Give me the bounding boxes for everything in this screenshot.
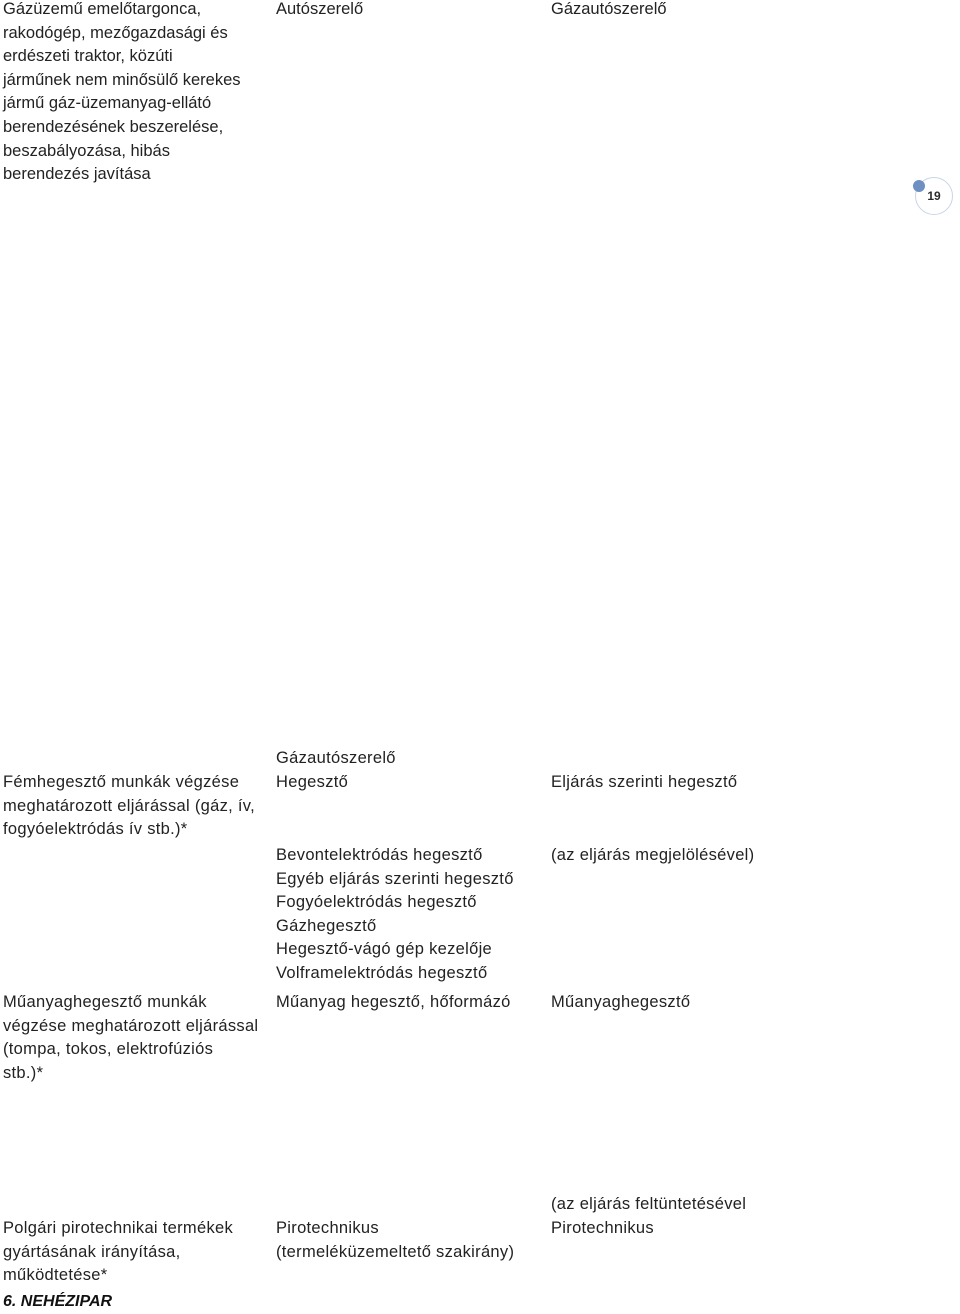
text-line: Fémhegesztő munkák végzése [3, 773, 240, 791]
row2-qualifications-top [276, 747, 396, 794]
text-line: rakodógép, mezőgazdasági és [3, 23, 228, 42]
row3-result [551, 991, 690, 1015]
text-line: (az eljárás megjelölésével) [551, 846, 755, 864]
text-line: (tompa, tokos, elektrofúziós [3, 1040, 214, 1059]
row2-result-note [551, 844, 754, 868]
row4-activity [3, 1217, 233, 1288]
text-line: Pirotechnikus [276, 1219, 379, 1237]
text-line: Volframelektródás hegesztő [276, 963, 488, 982]
text-line: Eljárás szerinti hegesztő [551, 773, 738, 791]
text-line: Gázhegesztő [276, 916, 377, 935]
row1-result [551, 0, 667, 22]
text-line: erdészeti traktor, közúti [3, 47, 173, 66]
text-line: Hegesztő-vágó gép kezelője [276, 940, 493, 959]
text-line: (az eljárás feltüntetésével [551, 1195, 747, 1213]
text-line: Autószerelő [276, 0, 364, 18]
text-line: (termeléküzemeltető szakirány) [276, 1242, 515, 1261]
text-line: járműnek nem minősülő kerekes [3, 70, 241, 89]
text-line: Gázüzemű emelőtargonca, [3, 0, 202, 18]
page-number: 19 [927, 189, 941, 203]
text-line: gyártásának irányítása, [3, 1242, 181, 1261]
row3-activity [3, 991, 258, 1085]
text-line: Műanyag hegesztő, hőformázó [276, 993, 511, 1011]
text-line: működtetése* [3, 1266, 108, 1285]
text-line: Gázautószerelő [551, 0, 667, 18]
row2-activity [3, 771, 255, 842]
text-line: stb.)* [3, 1063, 44, 1082]
section-heading: 6. NEHÉZIPAR [3, 1293, 113, 1310]
text-line: Bevontelektródás hegesztő [276, 846, 483, 864]
badge-dot-icon [913, 180, 925, 192]
text-line: berendezés javítása [3, 165, 151, 184]
row4-result [551, 1193, 746, 1240]
row3-qualifications [276, 991, 511, 1015]
text-line: Egyéb eljárás szerinti hegesztő [276, 869, 514, 888]
text-line: fogyóelektródás ív stb.)* [3, 820, 188, 839]
text-line: Gázautószerelő [276, 749, 396, 767]
row1-qualifications [276, 0, 363, 22]
text-line: berendezésének beszerelése, [3, 117, 224, 136]
text-line: Fogyóelektródás hegesztő [276, 893, 477, 912]
row4-qualifications [276, 1217, 514, 1264]
text-line: Műanyaghegesztő [551, 993, 691, 1011]
text-line: jármű gáz-üzemanyag-ellátó [3, 94, 212, 113]
text-line: Hegesztő [276, 772, 349, 791]
text-line: Pirotechnikus [551, 1218, 654, 1237]
row2-qualifications-list [276, 844, 514, 986]
row1-activity [3, 0, 241, 187]
text-line: meghatározott eljárással (gáz, ív, [3, 796, 256, 815]
text-line: Polgári pirotechnikai termékek [3, 1219, 234, 1237]
text-line: Műanyaghegesztő munkák [3, 993, 207, 1011]
text-line: beszabályozása, hibás [3, 141, 170, 160]
text-line: végzése meghatározott eljárással [3, 1016, 259, 1035]
row2-result [551, 771, 737, 795]
